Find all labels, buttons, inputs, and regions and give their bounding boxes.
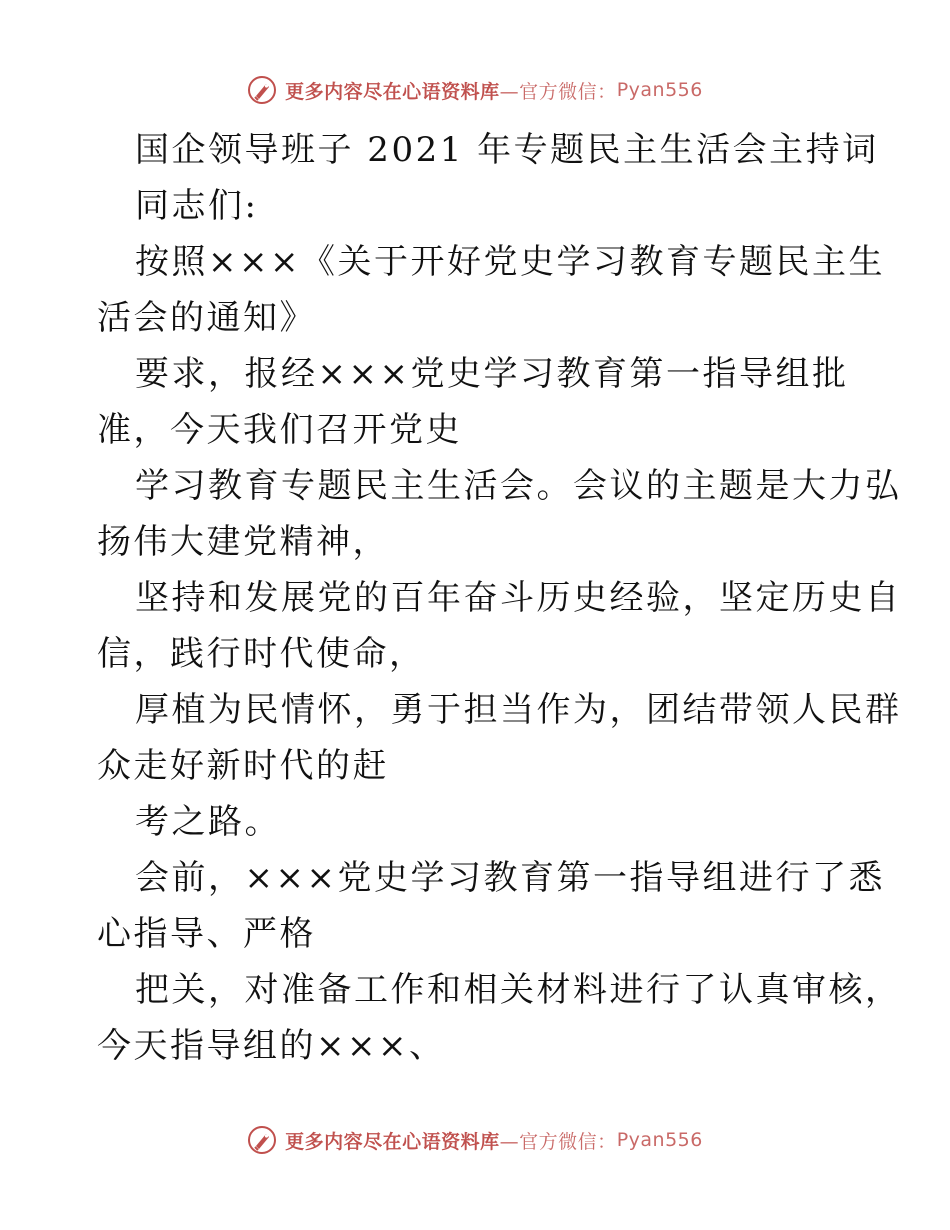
paragraph-line: 活会的通知》	[97, 298, 316, 338]
paragraph-line: 按照×××《关于开好党史学习教育专题民主生	[135, 242, 885, 282]
watermark-main-text: 更多内容尽在心语资料库	[285, 1130, 500, 1153]
watermark-dash-text: —官方微信：	[499, 80, 617, 103]
salutation: 同志们:	[135, 186, 259, 226]
paragraph-line: 考之路。	[135, 802, 281, 842]
paragraph-line: 信，践行时代使命，	[97, 634, 426, 674]
paragraph-line: 会前，×××党史学习教育第一指导组进行了悉	[135, 858, 885, 898]
paragraph-line: 厚植为民情怀，勇于担当作为，团结带领人民群	[135, 690, 902, 730]
paragraph-line: 扬伟大建党精神，	[97, 522, 389, 562]
watermark-id-text: Pyan556	[616, 79, 703, 101]
watermark-id-text: Pyan556	[616, 1129, 703, 1151]
paragraph-line: 准，今天我们召开党史	[97, 410, 462, 450]
footer-watermark	[0, 1120, 950, 1160]
paragraph-line: 要求，报经×××党史学习教育第一指导组批	[135, 354, 849, 394]
pen-nib-logo-icon	[247, 1125, 277, 1155]
document-title: 国企领导班子 2021 年专题民主生活会主持词	[135, 130, 879, 170]
watermark-dash-text: —官方微信：	[499, 1130, 617, 1153]
paragraph-line: 众走好新时代的赶	[97, 746, 389, 786]
paragraph-line: 心指导、严格	[97, 914, 316, 954]
paragraph-line: 今天指导组的×××、	[97, 1026, 446, 1066]
pen-nib-logo-icon	[247, 75, 277, 105]
paragraph-line: 学习教育专题民主生活会。会议的主题是大力弘	[135, 466, 902, 506]
document-body	[97, 122, 902, 1074]
header-watermark	[0, 70, 950, 110]
paragraph-line: 把关，对准备工作和相关材料进行了认真审核，	[135, 970, 902, 1010]
paragraph-line: 坚持和发展党的百年奋斗历史经验，坚定历史自	[135, 578, 902, 618]
watermark-main-text: 更多内容尽在心语资料库	[285, 80, 500, 103]
